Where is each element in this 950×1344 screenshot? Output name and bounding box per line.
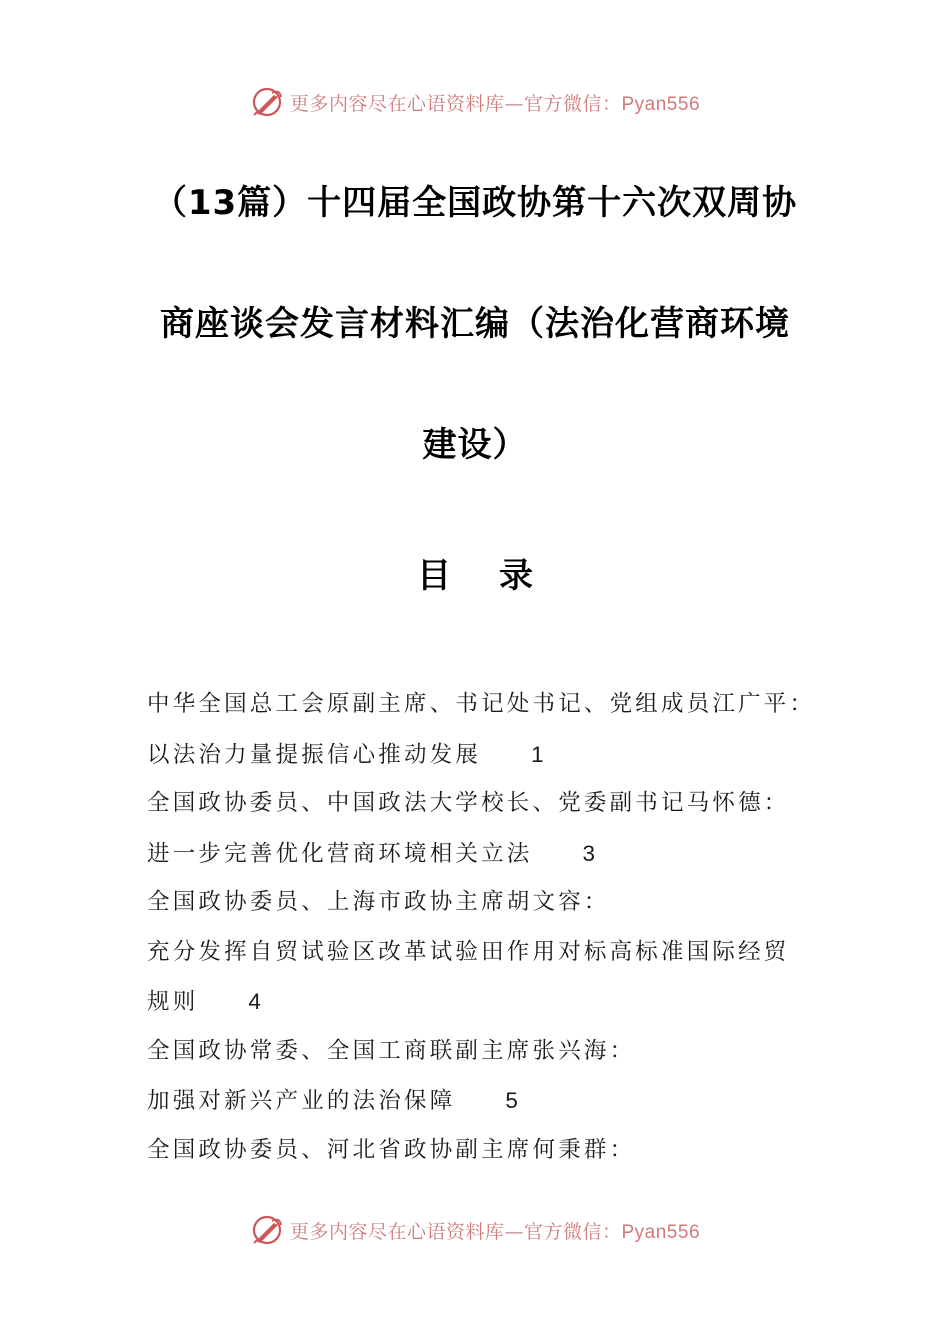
- toc-topic[interactable]: [147, 829, 827, 879]
- toc-speaker[interactable]: 中华全国总工会原副主席、书记处书记、党组成员江广平：: [147, 691, 816, 717]
- toc-speaker[interactable]: 全国政协委员、中国政法大学校长、党委副书记马怀德：: [147, 790, 790, 816]
- toc-speaker[interactable]: 全国政协委员、上海市政协主席胡文容：: [147, 889, 610, 915]
- toc-topic-text: 规则: [147, 989, 199, 1015]
- pen-circle-logo-icon: [250, 1213, 284, 1247]
- toc-topic[interactable]: [147, 1076, 827, 1126]
- toc-heading-left: 目: [417, 556, 451, 596]
- table-of-contents: [147, 680, 827, 1175]
- watermark-text: 更多内容尽在心语资料库—官方微信：Pyan556: [289, 92, 701, 115]
- toc-heading-right: 录: [499, 556, 533, 596]
- pen-circle-logo-icon: [250, 85, 284, 119]
- toc-topic-text: 以法治力量提振信心推动发展: [147, 741, 482, 768]
- document-title-line-3: 建设）: [422, 425, 528, 465]
- footer-watermark: [0, 1210, 950, 1250]
- watermark-text: 更多内容尽在心语资料库—官方微信：Pyan556: [289, 1220, 701, 1243]
- toc-topic-text: 加强对新兴产业的法治保障: [147, 1088, 456, 1114]
- toc-page-number: 3: [582, 840, 596, 866]
- toc-speaker[interactable]: 全国政协委员、河北省政协副主席何秉群：: [147, 1136, 636, 1163]
- header-watermark: [0, 82, 950, 122]
- toc-page-number: 4: [248, 989, 261, 1014]
- toc-heading: [0, 548, 950, 597]
- toc-speaker[interactable]: 全国政协常委、全国工商联副主席张兴海：: [147, 1037, 636, 1064]
- document-title-line-1: （13篇）十四届全国政协第十六次双周协: [152, 183, 798, 223]
- toc-topic-continued[interactable]: [147, 977, 827, 1027]
- toc-page-number: 1: [531, 741, 544, 767]
- toc-page-number: 5: [505, 1088, 518, 1113]
- toc-topic-text: 进一步完善优化营商环境相关立法: [147, 840, 533, 867]
- document-title-line-2: 商座谈会发言材料汇编（法治化营商环境: [160, 304, 790, 344]
- toc-topic[interactable]: [147, 730, 827, 780]
- toc-topic[interactable]: 充分发挥自贸试验区改革试验田作用对标高标准国际经贸: [147, 938, 790, 965]
